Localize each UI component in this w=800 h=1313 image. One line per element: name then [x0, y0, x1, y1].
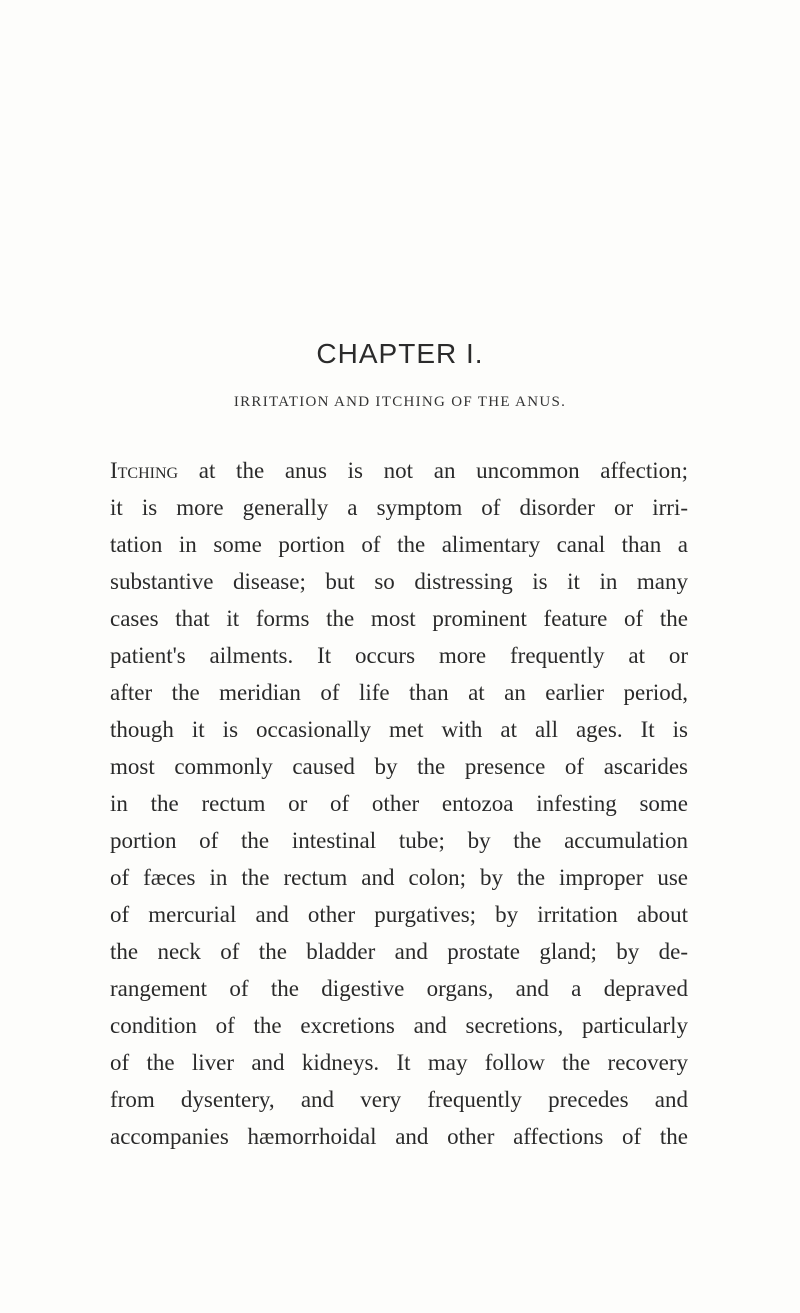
text-line: of mercurial and other purgatives; by irritation about — [110, 902, 688, 927]
text-line: cases that it forms the most prominent feature of the — [110, 606, 688, 631]
section-heading: IRRITATION AND ITCHING OF THE ANUS. — [233, 394, 567, 410]
text-line: substantive disease; but so distressing is it in many — [110, 569, 688, 594]
text-line: from dysentery, and very frequently precedes and — [110, 1087, 688, 1112]
text-line: though it is occasionally met with at all ages. It is — [110, 717, 688, 742]
text-line — [110, 452, 688, 489]
text-line: portion of the intestinal tube; by the accumulation — [110, 828, 688, 853]
text-line: the neck of the bladder and prostate gland; by de- — [110, 939, 688, 964]
text-line: condition of the excretions and secretions, particularly — [110, 1013, 688, 1038]
text-line: it is more generally a symptom of disorder or irri- — [110, 495, 688, 520]
text-line: most commonly caused by the presence of ascarides — [110, 754, 688, 779]
text-line: accompanies hæmorrhoidal and other affections of the — [110, 1124, 688, 1149]
text-line: after the meridian of life than at an earlier period, — [110, 680, 688, 705]
text-line: in the rectum or of other entozoa infesting some — [110, 791, 688, 816]
text-line: patient's ailments. It occurs more frequently at or — [110, 643, 688, 668]
drop-word: Itching — [110, 458, 179, 483]
text-line: tation in some portion of the alimentary canal than a — [110, 532, 688, 557]
text-line: of fæces in the rectum and colon; by the improper use — [110, 865, 688, 890]
text-line-rest: at the anus is not an uncommon affection; — [178, 458, 688, 483]
body-paragraph — [110, 452, 688, 1155]
chapter-title: CHAPTER I. — [316, 338, 484, 369]
text-line: rangement of the digestive organs, and a depraved — [110, 976, 688, 1001]
text-line: of the liver and kidneys. It may follow the recovery — [110, 1050, 688, 1075]
